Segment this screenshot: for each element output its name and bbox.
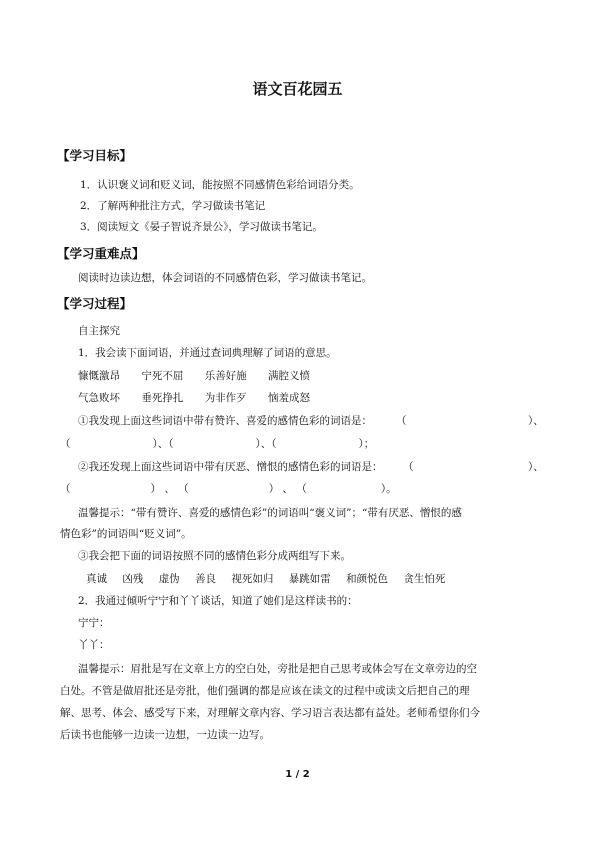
tip-2-line: 解、思考、体会、感受写下来，对理解文章内容、学习语言表达都有益处。老师希望你们今	[60, 707, 480, 719]
yaya-label: 丫丫：	[78, 639, 110, 651]
tip-2-line: 温馨提示：眉批是写在文章上方的空白处，旁批是把自己思考或体会写在文章旁边的空	[78, 663, 477, 675]
classify-prompt: ③我会把下面的词语按照不同的感情色彩分成两组写下来。	[78, 550, 351, 562]
word: 满腔义愤	[268, 370, 311, 382]
goal-item: 2．了解两种批注方式，学习做读书笔记	[80, 200, 266, 212]
page-number: 1 / 2	[285, 769, 310, 780]
word-row-1	[78, 369, 310, 383]
section-heading-process: 【学习过程】	[57, 296, 133, 311]
word: 暴跳如雷	[288, 573, 331, 585]
tip-2-line: 后读书也能够一边读一边想，一边读一边写。	[60, 729, 270, 741]
tip-1-line-2: 情色彩”的词语叫“贬义词”。	[60, 528, 192, 540]
word: 凶残	[122, 573, 144, 585]
find-positive-prompt: ①我发现上面这些词语中带有赞许、喜爱的感情色彩的词语是：	[78, 415, 372, 427]
explore-label: 自主探究	[78, 325, 120, 337]
word: 恼羞成怒	[268, 392, 311, 404]
word: 宁死不屈	[141, 370, 184, 382]
word: 视死如归	[231, 573, 274, 585]
word: 和颜悦色	[346, 573, 389, 585]
word: 真诚	[86, 573, 107, 585]
word-row-2	[78, 391, 310, 405]
goal-item: 3．阅读短文《晏子智说齐景公》，学习做读书笔记。	[80, 221, 323, 233]
word: 慷慨激昂	[78, 370, 120, 382]
word-row-3	[86, 572, 445, 586]
section-heading-key-points: 【学习重难点】	[57, 246, 145, 261]
find-negative-prompt: ②我还发现上面这些词语中带有厌恶、憎恨的感情色彩的词语是：	[78, 461, 383, 473]
word: 气急败坏	[78, 392, 120, 404]
tip-1-line-1: 温馨提示：“带有赞许、喜爱的感情色彩”的词语叫“褒义词”；“带有厌恶、憎恨的感	[78, 507, 462, 519]
word: 善良	[195, 573, 217, 585]
word: 为非作歹	[204, 392, 247, 404]
question-2: 2．我通过倾听宁宁和丫丫谈话，知道了她们是这样读书的：	[78, 595, 358, 607]
word: 虚伪	[158, 573, 180, 585]
word: 乐善好施	[204, 370, 247, 382]
page-title: 语文百花园五	[252, 80, 343, 98]
word: 贪生怕死	[403, 573, 446, 585]
section-heading-goals: 【学习目标】	[57, 148, 133, 163]
blank-open: （	[396, 415, 407, 427]
ningning-label: 宁宁：	[78, 617, 110, 629]
blank-row: （ ） 、 （ ） 、 （ ）。	[60, 483, 397, 495]
question-1: 1．我会读下面词语，并通过查词典理解了词语的意思。	[78, 347, 337, 359]
goal-item: 1．认识褒义词和贬义词，能按照不同感情色彩给词语分类。	[80, 179, 360, 191]
key-point-text: 阅读时边读边想，体会词语的不同感情色彩，学习做读书笔记。	[78, 272, 372, 284]
blank-close: ）、	[528, 415, 544, 427]
tip-2-line: 白处。不管是做眉批还是旁批，他们强调的都是应该在读文的过程中或读文后把自己的理	[60, 685, 470, 697]
blank-row: （ ）、（ ）、（ ）；	[60, 438, 375, 450]
word: 垂死挣扎	[141, 392, 184, 404]
blank-open: （	[403, 461, 414, 473]
blank-close: ）、	[528, 461, 544, 473]
